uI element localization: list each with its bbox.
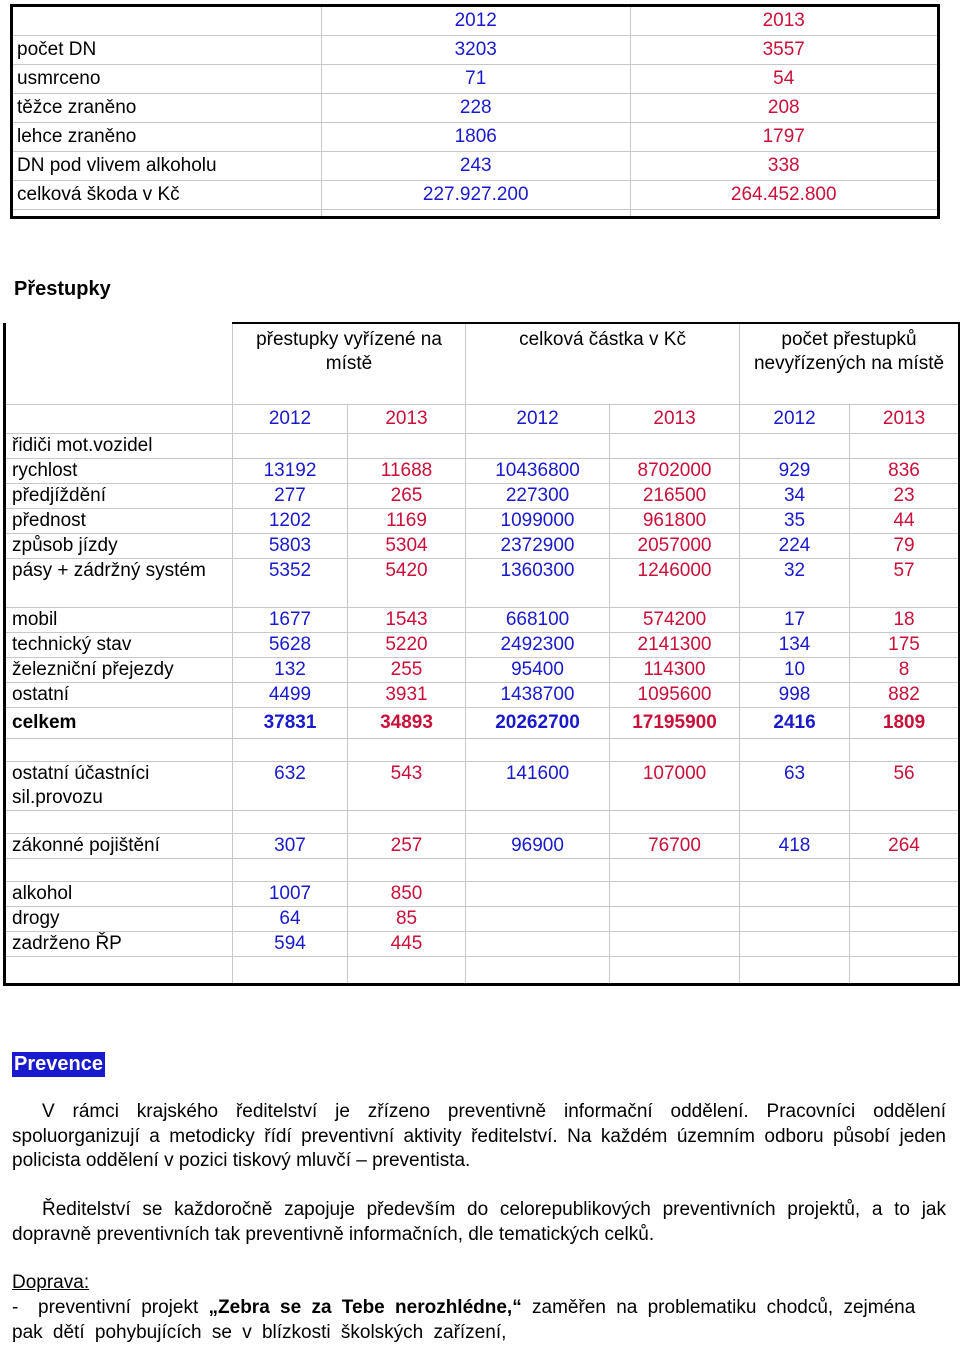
total-cell: 20262700 — [466, 708, 610, 739]
year-cell: 2012 — [466, 405, 610, 434]
empty-cell — [5, 859, 233, 882]
empty-cell — [348, 957, 466, 985]
spacer-cell — [322, 210, 631, 218]
empty-cell — [348, 811, 466, 834]
value-cell: 5803 — [233, 534, 348, 559]
value-cell: 594 — [233, 932, 348, 957]
value-cell: 4499 — [233, 683, 348, 708]
empty-cell — [233, 811, 348, 834]
prestupky-table — [3, 322, 960, 986]
year-cell: 2013 — [850, 405, 960, 434]
value-cell: 10436800 — [466, 459, 610, 484]
value-cell: 141600 — [466, 762, 610, 811]
value-cell: 95400 — [466, 658, 610, 683]
value-cell: 307 — [233, 834, 348, 859]
empty-cell — [740, 434, 850, 459]
value-cell: 23 — [850, 484, 960, 509]
empty-cell — [850, 859, 960, 882]
summary-row-label: počet DN — [12, 36, 322, 65]
spacer-row — [5, 957, 960, 985]
value-cell: 44 — [850, 509, 960, 534]
row-label: zákonné pojištění — [5, 834, 233, 859]
project-name: „Zebra se za Tebe nerozhlédne,“ — [208, 1297, 522, 1318]
empty-cell — [466, 957, 610, 985]
empty-cell — [740, 907, 850, 932]
value-cell: 134 — [740, 633, 850, 658]
value-cell: 5220 — [348, 633, 466, 658]
value-cell: 265 — [348, 484, 466, 509]
value-cell: 56 — [850, 762, 960, 811]
empty-cell — [5, 405, 233, 434]
table-row — [5, 683, 960, 708]
section-label-row — [5, 434, 960, 459]
summary-row — [12, 123, 939, 152]
summary-value-2013: 54 — [630, 65, 939, 94]
value-cell: 5352 — [233, 559, 348, 608]
group-header-settled: přestupky vyřízené na místě — [233, 323, 466, 405]
row-label: železniční přejezdy — [5, 658, 233, 683]
doprava-label: Doprava: — [12, 1272, 90, 1293]
summary-value-2012: 71 — [322, 65, 631, 94]
value-cell: 1007 — [233, 882, 348, 907]
value-cell: 63 — [740, 762, 850, 811]
value-cell: 13192 — [233, 459, 348, 484]
row-label: drogy — [5, 907, 233, 932]
value-cell: 107000 — [610, 762, 740, 811]
empty-cell — [610, 739, 740, 762]
summary-value-2013: 338 — [630, 152, 939, 181]
value-cell: 1360300 — [466, 559, 610, 608]
value-cell: 32 — [740, 559, 850, 608]
value-cell: 1677 — [233, 608, 348, 633]
summary-value-2012: 228 — [322, 94, 631, 123]
empty-cell — [5, 957, 233, 985]
value-cell: 418 — [740, 834, 850, 859]
total-cell: 17195900 — [610, 708, 740, 739]
year-cell: 2012 — [740, 405, 850, 434]
summary-value-2012: 227.927.200 — [322, 181, 631, 210]
value-cell: 57 — [850, 559, 960, 608]
empty-cell — [466, 932, 610, 957]
empty-cell — [466, 739, 610, 762]
value-cell: 5304 — [348, 534, 466, 559]
bullet-dash: - — [12, 1297, 19, 1318]
value-cell: 10 — [740, 658, 850, 683]
empty-cell — [348, 859, 466, 882]
summary-value-2012: 243 — [322, 152, 631, 181]
summary-row-label: těžce zraněno — [12, 94, 322, 123]
value-cell: 79 — [850, 534, 960, 559]
summary-row — [12, 94, 939, 123]
value-cell: 76700 — [610, 834, 740, 859]
summary-row — [12, 152, 939, 181]
summary-value-2013: 1797 — [630, 123, 939, 152]
empty-cell — [348, 739, 466, 762]
summary-empty-cell — [12, 6, 322, 36]
row-label: pásy + zádržný systém — [5, 559, 233, 608]
value-cell: 114300 — [610, 658, 740, 683]
value-cell: 5420 — [348, 559, 466, 608]
value-cell: 5628 — [233, 633, 348, 658]
empty-cell — [348, 434, 466, 459]
value-cell: 1202 — [233, 509, 348, 534]
empty-cell — [233, 739, 348, 762]
summary-row-label: usmrceno — [12, 65, 322, 94]
section-label: řidiči mot.vozidel — [5, 434, 233, 459]
value-cell: 216500 — [610, 484, 740, 509]
value-cell: 2141300 — [610, 633, 740, 658]
value-cell: 668100 — [466, 608, 610, 633]
total-cell: 2416 — [740, 708, 850, 739]
row-label: alkohol — [5, 882, 233, 907]
value-cell: 18 — [850, 608, 960, 633]
value-cell: 445 — [348, 932, 466, 957]
table-row — [5, 633, 960, 658]
summary-header-row — [12, 6, 939, 36]
spacer-cell — [630, 210, 939, 218]
summary-value-2012: 1806 — [322, 123, 631, 152]
value-cell: 1169 — [348, 509, 466, 534]
year-cell: 2013 — [348, 405, 466, 434]
summary-table — [10, 4, 940, 219]
empty-cell — [850, 434, 960, 459]
empty-cell — [466, 859, 610, 882]
empty-cell — [610, 859, 740, 882]
total-cell: 1809 — [850, 708, 960, 739]
value-cell: 96900 — [466, 834, 610, 859]
value-cell: 882 — [850, 683, 960, 708]
summary-row-label: DN pod vlivem alkoholu — [12, 152, 322, 181]
extra-row — [5, 882, 960, 907]
spacer-row — [5, 739, 960, 762]
empty-cell — [610, 811, 740, 834]
table-row — [5, 509, 960, 534]
empty-cell — [466, 811, 610, 834]
empty-cell — [610, 882, 740, 907]
summary-value-2013: 3557 — [630, 36, 939, 65]
empty-cell — [610, 907, 740, 932]
value-cell: 35 — [740, 509, 850, 534]
empty-cell — [850, 882, 960, 907]
bullet-prefix: preventivní projekt — [38, 1297, 209, 1318]
value-cell: 2057000 — [610, 534, 740, 559]
row-label: ostatní — [5, 683, 233, 708]
value-cell: 85 — [348, 907, 466, 932]
summary-row — [12, 181, 939, 210]
summary-value-2012: 3203 — [322, 36, 631, 65]
value-cell: 929 — [740, 459, 850, 484]
total-row — [5, 708, 960, 739]
row-label: zadrženo ŘP — [5, 932, 233, 957]
empty-cell — [850, 907, 960, 932]
value-cell: 64 — [233, 907, 348, 932]
value-cell: 257 — [348, 834, 466, 859]
value-cell: 132 — [233, 658, 348, 683]
empty-cell — [233, 859, 348, 882]
value-cell: 574200 — [610, 608, 740, 633]
value-cell: 1095600 — [610, 683, 740, 708]
total-cell: 34893 — [348, 708, 466, 739]
empty-cell — [850, 811, 960, 834]
empty-cell — [740, 932, 850, 957]
total-cell: 37831 — [233, 708, 348, 739]
value-cell: 11688 — [348, 459, 466, 484]
value-cell: 1438700 — [466, 683, 610, 708]
prestupky-heading: Přestupky — [14, 278, 111, 300]
empty-cell — [740, 811, 850, 834]
prevence-paragraph: Ředitelství se každoročně zapojuje především do celorepublikových preventivních projektů, a to jak dopravně preventivních tak preventivně informačních, dle tematických celků. — [12, 1199, 946, 1245]
value-cell: 34 — [740, 484, 850, 509]
empty-cell — [610, 957, 740, 985]
value-cell: 1543 — [348, 608, 466, 633]
value-cell: 1099000 — [466, 509, 610, 534]
empty-cell — [610, 434, 740, 459]
empty-cell — [233, 957, 348, 985]
group-header-amount: celková částka v Kč — [466, 323, 740, 405]
empty-cell — [466, 907, 610, 932]
row-label: způsob jízdy — [5, 534, 233, 559]
spacer-row — [5, 811, 960, 834]
table-row — [5, 658, 960, 683]
row-label: rychlost — [5, 459, 233, 484]
summary-row-label: celková škoda v Kč — [12, 181, 322, 210]
value-cell: 961800 — [610, 509, 740, 534]
table-row — [5, 459, 960, 484]
empty-cell — [233, 434, 348, 459]
value-cell: 264 — [850, 834, 960, 859]
empty-corner-cell — [5, 323, 233, 405]
extra-row — [5, 932, 960, 957]
summary-row-label: lehce zraněno — [12, 123, 322, 152]
group-header-unsettled: počet přestupků nevyřízených na místě — [740, 323, 960, 405]
empty-cell — [466, 882, 610, 907]
other-participants-row — [5, 762, 960, 811]
value-cell: 850 — [348, 882, 466, 907]
row-label: technický stav — [5, 633, 233, 658]
year-cell: 2012 — [233, 405, 348, 434]
row-label: přednost — [5, 509, 233, 534]
spacer-cell — [12, 210, 322, 218]
empty-cell — [5, 811, 233, 834]
value-cell: 175 — [850, 633, 960, 658]
row-label: předjíždění — [5, 484, 233, 509]
project-bullet — [12, 1296, 946, 1345]
value-cell: 255 — [348, 658, 466, 683]
prevence-heading: Prevence — [14, 1053, 103, 1075]
empty-cell — [466, 434, 610, 459]
row-label: mobil — [5, 608, 233, 633]
summary-value-2013: 264.452.800 — [630, 181, 939, 210]
value-cell: 632 — [233, 762, 348, 811]
value-cell: 277 — [233, 484, 348, 509]
value-cell: 17 — [740, 608, 850, 633]
bullet-suffix: zaměřen na problematiku chodců, zejména pak dětí pohybujících se v blízkosti školských zařízení, — [12, 1297, 916, 1343]
empty-cell — [850, 739, 960, 762]
summary-row — [12, 65, 939, 94]
year-cell: 2013 — [610, 405, 740, 434]
prevence-paragraph: V rámci krajského ředitelství je zřízeno preventivně informační oddělení. Pracovníci oddělení spoluorganizují a metodicky řídí preventivní aktivity ředitelství. Na každém územním odboru působí jeden policista oddělení v pozici tiskový mluvčí – preventista. — [12, 1101, 946, 1171]
table-row — [5, 534, 960, 559]
extra-row — [5, 907, 960, 932]
empty-cell — [740, 882, 850, 907]
empty-cell — [850, 932, 960, 957]
empty-cell — [740, 957, 850, 985]
value-cell: 836 — [850, 459, 960, 484]
table-row — [5, 484, 960, 509]
value-cell: 1246000 — [610, 559, 740, 608]
table-row — [5, 608, 960, 633]
empty-cell — [610, 932, 740, 957]
value-cell: 227300 — [466, 484, 610, 509]
empty-cell — [850, 957, 960, 985]
total-label: celkem — [5, 708, 233, 739]
value-cell: 224 — [740, 534, 850, 559]
group-header-row — [5, 323, 960, 405]
empty-cell — [740, 859, 850, 882]
summary-row — [12, 36, 939, 65]
value-cell: 998 — [740, 683, 850, 708]
row-label: ostatní účastníci sil.provozu — [5, 762, 233, 811]
value-cell: 2372900 — [466, 534, 610, 559]
value-cell: 543 — [348, 762, 466, 811]
summary-year-2012: 2012 — [322, 6, 631, 36]
empty-cell — [740, 739, 850, 762]
value-cell: 2492300 — [466, 633, 610, 658]
summary-value-2013: 208 — [630, 94, 939, 123]
insurance-row — [5, 834, 960, 859]
summary-spacer-row — [12, 210, 939, 218]
spacer-row — [5, 859, 960, 882]
summary-year-2013: 2013 — [630, 6, 939, 36]
empty-cell — [5, 739, 233, 762]
value-cell: 8702000 — [610, 459, 740, 484]
value-cell: 8 — [850, 658, 960, 683]
table-row — [5, 559, 960, 608]
year-header-row — [5, 405, 960, 434]
value-cell: 3931 — [348, 683, 466, 708]
